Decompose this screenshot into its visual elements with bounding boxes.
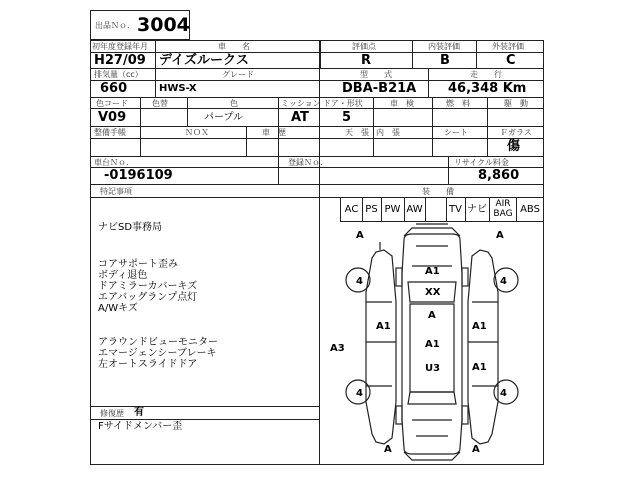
inspection-label: 車 検 <box>390 99 414 108</box>
doors-label: ドア・形状 <box>323 99 363 108</box>
roof-label: 天 張 <box>345 128 369 137</box>
exterior-value: C <box>506 53 516 68</box>
equip-navi: ナビ <box>467 204 487 215</box>
color-code-label: 色コード <box>96 99 128 108</box>
lot-number: 3004 <box>137 14 190 36</box>
mission-value: AT <box>291 110 309 125</box>
damage-mark: 4 <box>356 388 363 399</box>
remark-line: エアバッグランプ点灯 <box>98 292 198 303</box>
equipment-label: 装 備 <box>422 187 454 196</box>
reg-label: 登録Ｎｏ． <box>288 158 328 167</box>
mileage-value: 46,348 Km <box>448 81 527 96</box>
equip-tv: TV <box>449 204 462 215</box>
equip-aw: AW <box>406 204 423 215</box>
grade-value: HWS-X <box>159 83 197 94</box>
equip-abs: ABS <box>520 204 540 215</box>
remark-line: コアサポート歪み <box>98 259 178 270</box>
exterior-label: 外装評価 <box>492 42 524 51</box>
year-label: 初年度登録年月 <box>92 42 148 51</box>
seat-label: シート <box>444 128 468 137</box>
model-label: 型 式 <box>360 70 392 79</box>
nox-label: ＮＯＸ <box>185 128 209 137</box>
damage-mark: XX <box>425 287 441 298</box>
score-value: R <box>361 53 372 68</box>
history-label: 車 歴 <box>262 128 286 137</box>
damage-mark: A1 <box>425 339 440 350</box>
damage-mark: A <box>356 230 364 241</box>
color-label: 色 <box>230 99 238 108</box>
remark-line: ボディ退色 <box>98 270 148 281</box>
lot-number-label: 出品Ｎｏ． <box>95 21 135 30</box>
car-name-label: 車 名 <box>218 42 250 51</box>
chassis-label: 車台Ｎｏ． <box>94 158 134 167</box>
repair-value: 有 <box>134 407 144 418</box>
equip-ac: AC <box>344 204 359 215</box>
damage-mark: A1 <box>472 321 487 332</box>
fuel-label: 燃 料 <box>446 99 470 108</box>
score-label: 評価点 <box>352 42 376 51</box>
remark-line: ドアミラーカバーキズ <box>98 281 198 292</box>
remark-line: 左オートスライドドア <box>98 359 198 370</box>
damage-mark: U3 <box>425 363 441 374</box>
remark-line: A/Wキズ <box>98 303 138 314</box>
remarks-label: 特記事項 <box>100 187 132 196</box>
recycle-value: 8,860 <box>478 168 520 183</box>
lot-number-box <box>90 10 190 40</box>
damage-mark: A <box>472 444 480 455</box>
equip-ps: PS <box>365 204 378 215</box>
grade-label: グレード <box>222 70 254 79</box>
repair-label: 修復歴 <box>100 409 124 418</box>
remark-line: エマージェンシーブレーキ <box>98 348 217 359</box>
damage-mark: A <box>428 310 436 321</box>
chassis-value: -0196109 <box>104 168 173 183</box>
glass-value: 傷 <box>507 139 521 154</box>
damage-mark: A <box>384 444 392 455</box>
car-name-value: デイズルークス <box>159 53 249 68</box>
drive-label: 駆 動 <box>504 99 528 108</box>
damage-mark: A1 <box>425 266 440 277</box>
model-value: DBA-B21A <box>342 81 417 96</box>
cc-value: 660 <box>100 81 128 96</box>
damage-mark: 4 <box>500 276 507 287</box>
mileage-label: 走 行 <box>470 70 502 79</box>
cc-label: 排気量（cc） <box>94 70 143 79</box>
doors-value: 5 <box>342 110 352 125</box>
remark-line: アラウンドビューモニター <box>98 337 218 348</box>
year-value: H27/09 <box>94 53 146 68</box>
interior-label: 内装評価 <box>428 42 460 51</box>
shade-label: 色替 <box>152 99 168 108</box>
interior-trim-label: 内 張 <box>376 128 400 137</box>
remark-line: ナビSD事務局 <box>98 222 163 233</box>
damage-mark: A <box>496 230 504 241</box>
mission-label: ミッション <box>281 99 321 108</box>
equip-pw: PW <box>384 204 401 215</box>
interior-value: B <box>440 53 450 68</box>
glass-label: Ｆガラス <box>500 128 532 137</box>
manual-label: 整備手帳 <box>94 128 126 137</box>
damage-mark: A1 <box>472 362 487 373</box>
damage-mark: A3 <box>330 343 345 354</box>
repair-note: Fサイドメンバー歪 <box>98 421 183 432</box>
damage-mark: 4 <box>500 388 507 399</box>
equip-airbag: AIR BAG <box>493 199 513 219</box>
color-code-value: V09 <box>98 110 127 125</box>
recycle-label: リサイクル料金 <box>454 158 509 167</box>
color-value: パープル <box>204 112 244 123</box>
damage-mark: A1 <box>376 321 391 332</box>
damage-mark: 4 <box>356 276 363 287</box>
